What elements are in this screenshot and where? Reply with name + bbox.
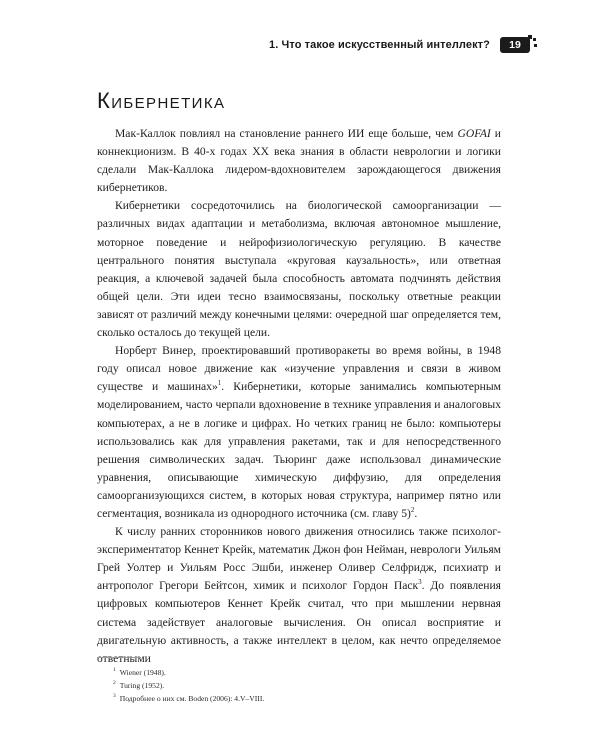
footnote-mark: 3	[113, 693, 116, 700]
paragraph-4-text-b: . До появления цифровых компьютеров Кеннет Крейк считал, что при мышлении нервная система задействует аналоговые вычисления. Он описал восприятие и двигательную активность, а также интеллект в целом, как нечто определяемое ответными	[97, 579, 501, 665]
footnote-text: Turing (1952).	[119, 681, 165, 690]
paragraph-1-text-a: Мак-Каллок повлиял на становление раннего ИИ еще больше, чем	[115, 127, 458, 140]
running-header	[269, 36, 530, 54]
paragraph-2: Кибернетики сосредоточились на биологической самоорганизации — различных видах адаптации и метаболизма, включая автономное мышление, моторное поведение и нейрофизиологическую регуляцию. В качестве центрального понятия выступала «круговая каузальность», или ответная реакция, а ключевой задачей была способность автомата подчинять действия общей цели. Эти идеи тесно взаимосвязаны, поскольку ответные реакции зависят от различий между конечными целями: очередной шаг определяется тем, сколько осталось до текущей цели.	[97, 199, 501, 340]
paragraph-3-text-a: Норберт Винер, проектировавший противоракеты во время войны, в 1948 году описал новое движение как «изучение управления и связи в живом существе и машинах»	[97, 344, 501, 394]
page-number-badge	[500, 37, 530, 53]
footnote-mark: 1	[113, 667, 116, 674]
running-title: 1. Что такое искусственный интеллект?	[269, 39, 490, 51]
footnote-3	[97, 692, 501, 705]
gofai-term: GOFAI	[457, 127, 491, 140]
footnote-text: Подробнее о них см. Boden (2006): 4.V–VIII.	[119, 694, 265, 703]
page-corner-decoration-icon	[526, 33, 538, 55]
footnote-text: Wiener (1948).	[119, 668, 166, 677]
paragraph-1-text-b: и коннекционизм. В 40-х годах XX века знания в области неврологии и логики сделали Мак-Каллока лидером-вдохновителем зарождающегося движения кибернетиков.	[97, 127, 501, 195]
paragraph-3	[97, 342, 501, 523]
section-title: Кибернетика	[97, 88, 226, 113]
paragraph-3-text-c: .	[414, 506, 418, 520]
footnotes	[97, 666, 501, 705]
footnote-2	[97, 679, 501, 692]
footnote-ref-2: 2	[410, 506, 415, 515]
footnote-ref-3: 3	[418, 578, 422, 587]
footnote-ref-1: 1	[217, 379, 222, 388]
paragraph-4-text-a: К числу ранних сторонников нового движения относились также психолог-экспериментатор Кеннет Крейк, математик Джон фон Нейман, неврологи Уильям Грей Уолтер и Уильям Росс Эшби, инженер Оливер Селфридж, психиатр и антрополог Грегори Бейтсон, химик и психолог Гордон Паск	[97, 525, 501, 593]
paragraph-4	[97, 523, 501, 668]
footnote-1	[97, 666, 501, 679]
body-text	[97, 125, 501, 668]
footnote-divider	[97, 657, 141, 658]
footnote-mark: 2	[113, 680, 116, 687]
paragraph-3-text-b: . Кибернетики, которые занимались компьютерным моделированием, часто черпали вдохновение в технике управления и аналоговых компьютерах, а не в логике и цифрах. Но четких границ не было: компьютеры использовались как для управления ракетами, так и для непосредственного решения символических задач. Тьюринг даже использовал динамические уравнения, описывающие химическую диффузию, для определения самоорганизующихся систем, в которых новая структура, например пятно или сегментация, возникала из однородного источника (см. главу 5)	[97, 380, 501, 520]
page-number: 19	[509, 39, 521, 51]
paragraph-1	[97, 125, 501, 197]
